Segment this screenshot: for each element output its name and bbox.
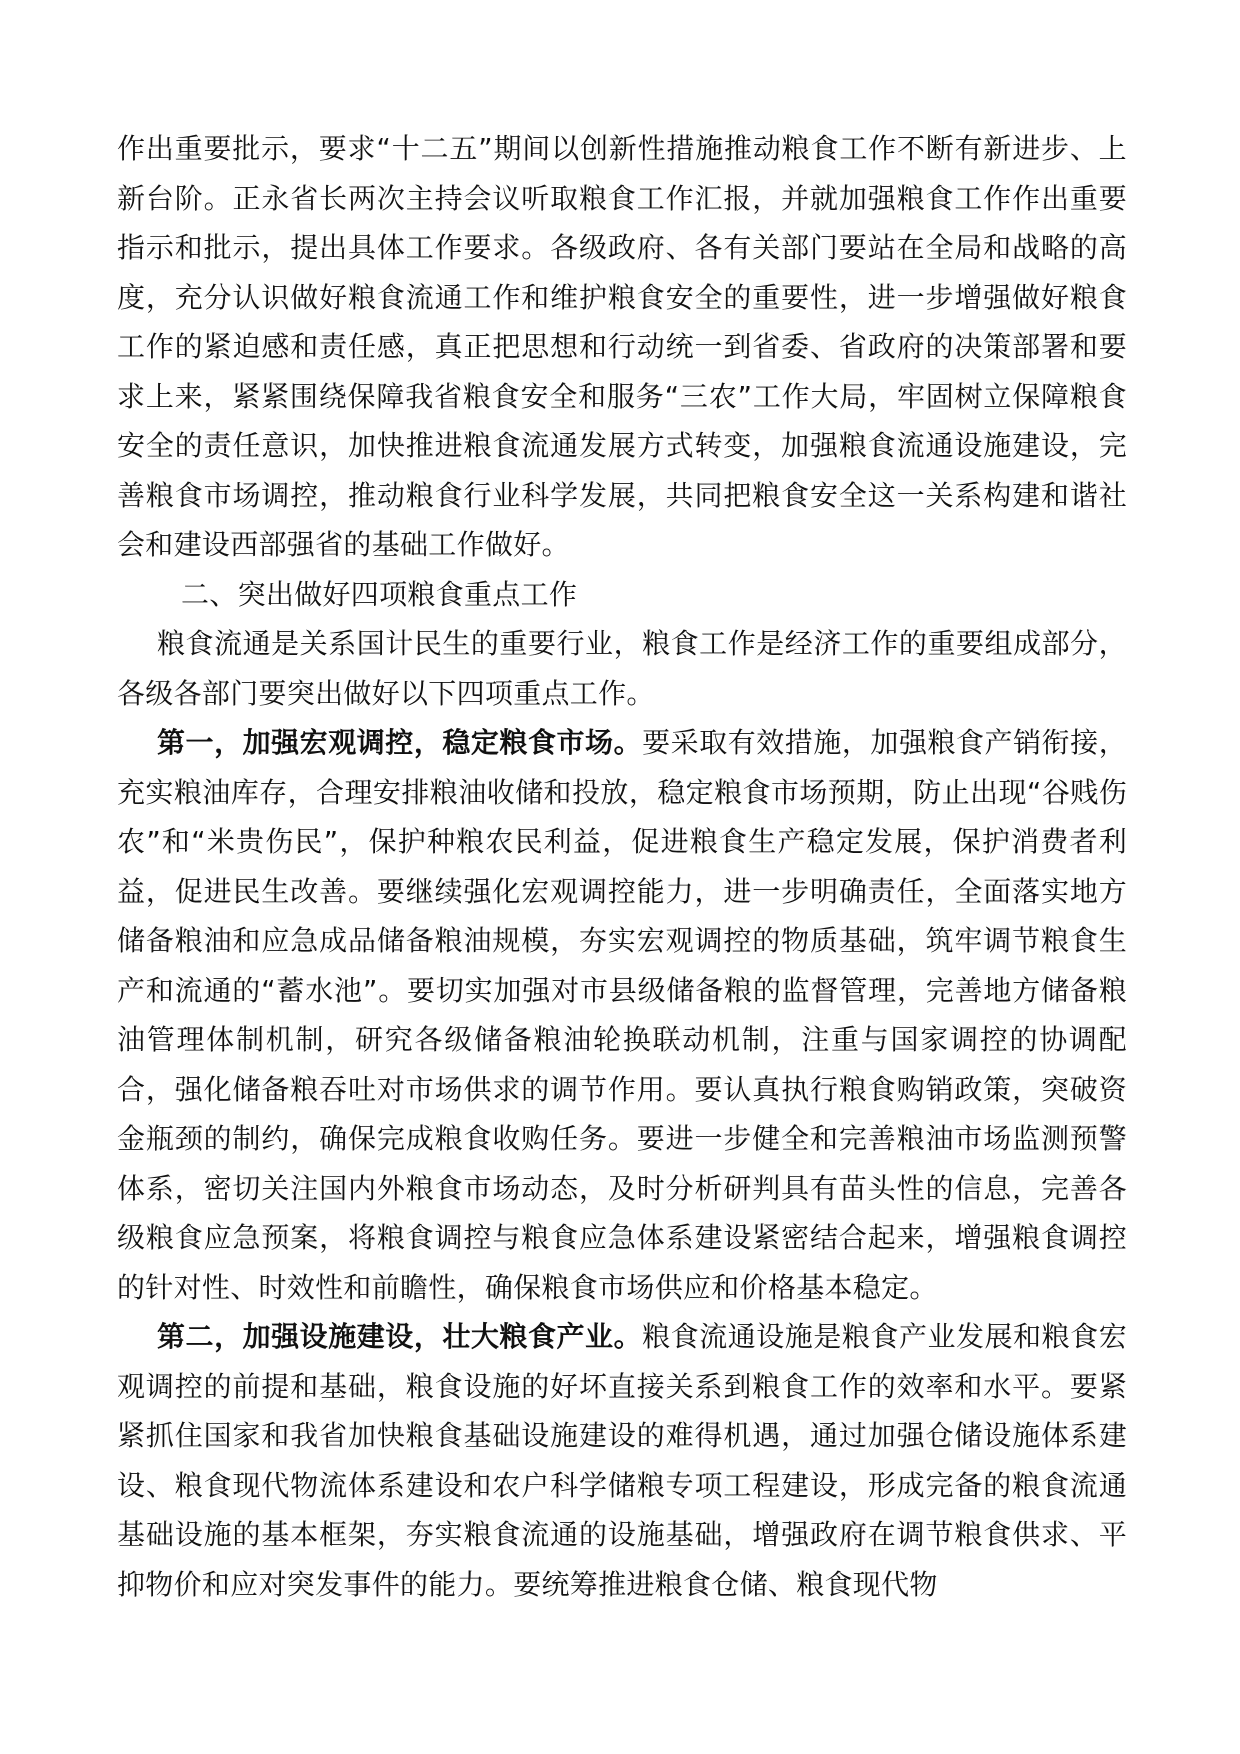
document-body bbox=[117, 124, 1127, 1609]
point-two-body: 粮食流通设施是粮食产业发展和粮食宏观调控的前提和基础，粮食设施的好坏直接关系到粮食工作的效率和水平。要紧紧抓住国家和我省加快粮食基础设施建设的难得机遇，通过加强仓储设施体系建设、粮食现代物流体系建设和农户科学储粮专项工程建设，形成完备的粮食流通基础设施的基本框架，夯实粮食流通的设施基础，增强政府在调节粮食供求、平抑物价和应对突发事件的能力。要统筹推进粮食仓储、粮食现代物 bbox=[117, 1320, 1127, 1601]
point-one-body: 要采取有效措施，加强粮食产销衔接，充实粮油库存，合理安排粮油收储和投放，稳定粮食市场预期，防止出现“谷贱伤农”和“米贵伤民”，保护种粮农民利益，促进粮食生产稳定发展，保护消费者利益，促进民生改善。要继续强化宏观调控能力，进一步明确责任，全面落实地方储备粮油和应急成品储备粮油规模，夯实宏观调控的物质基础，筑牢调节粮食生产和流通的“蓄水池”。要切实加强对市县级储备粮的监督管理，完善地方储备粮油管理体制机制，研究各级储备粮油轮换联动机制，注重与国家调控的协调配合，强化储备粮吞吐对市场供求的调节作用。要认真执行粮食购销政策，突破资金瓶颈的制约，确保完成粮食收购任务。要进一步健全和完善粮油市场监测预警体系，密切关注国内外粮食市场动态，及时分析研判具有苗头性的信息，完善各级粮食应急预案，将粮食调控与粮食应急体系建设紧密结合起来，增强粮食调控的针对性、时效性和前瞻性，确保粮食市场供应和价格基本稳定。 bbox=[117, 726, 1127, 1304]
point-one-lead: 第一，加强宏观调控，稳定粮食市场。 bbox=[157, 726, 643, 759]
point-one-paragraph bbox=[117, 718, 1127, 1312]
intro-paragraph: 粮食流通是关系国计民生的重要行业，粮食工作是经济工作的重要组成部分，各级各部门要突出做好以下四项重点工作。 bbox=[117, 627, 1127, 710]
section-heading: 二、突出做好四项粮食重点工作 bbox=[181, 577, 578, 611]
point-two-lead: 第二，加强设施建设，壮大粮食产业。 bbox=[157, 1320, 643, 1353]
point-two-paragraph bbox=[117, 1312, 1127, 1609]
continued-paragraph: 作出重要批示，要求“十二五”期间以创新性措施推动粮食工作不断有新进步、上新台阶。正永省长两次主持会议听取粮食工作汇报，并就加强粮食工作作出重要指示和批示，提出具体工作要求。各级政府、各有关部门要站在全局和战略的高度，充分认识做好粮食流通工作和维护粮食安全的重要性，进一步增强做好粮食工作的紧迫感和责任感，真正把思想和行动统一到省委、省政府的决策部署和要求上来，紧紧围绕保障我省粮食安全和服务“三农”工作大局，牢固树立保障粮食安全的责任意识，加快推进粮食流通发展方式转变，加强粮食流通设施建设，完善粮食市场调控，推动粮食行业科学发展，共同把粮食安全这一关系构建和谐社会和建设西部强省的基础工作做好。 bbox=[117, 132, 1127, 561]
